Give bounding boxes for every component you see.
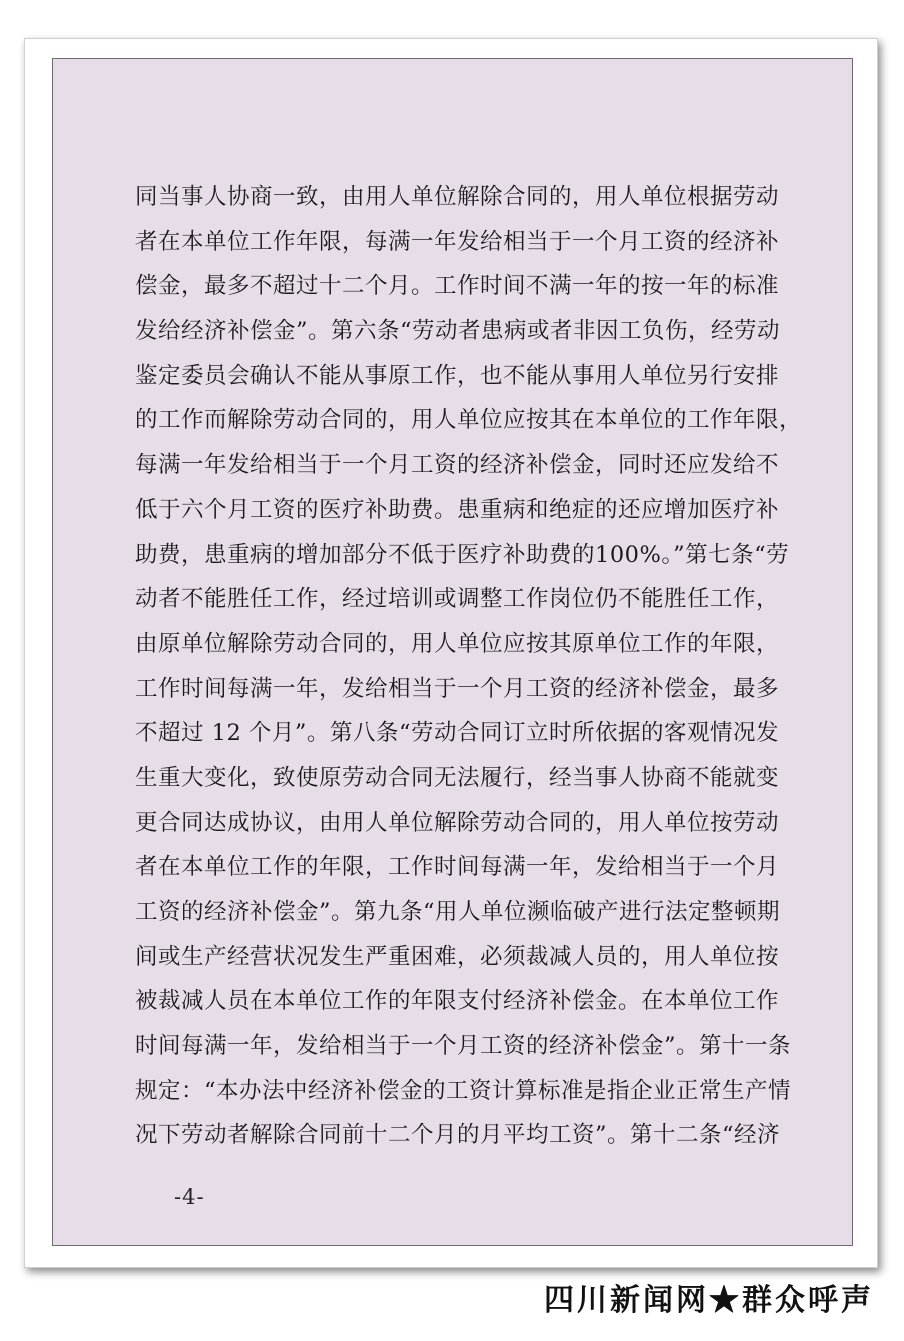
text-line: 者在本单位工作年限，每满一年发给相当于一个月工资的经济补 (135, 228, 780, 255)
text-line: 况下劳动者解除合同前十二个月的月平均工资”。第十二条“经济 (135, 1122, 781, 1149)
text-line: 低于六个月工资的医疗补助费。患重病和绝症的还应增加医疗补 (135, 496, 780, 523)
text-line: 每满一年发给相当于一个月工资的经济补偿金，同时还应发给不 (135, 452, 780, 479)
document-body (135, 175, 825, 1158)
text-line: 更合同达成协议，由用人单位解除劳动合同的，用人单位按劳动 (135, 809, 780, 836)
text-line: 者在本单位工作的年限，工作时间每满一年，发给相当于一个月 (135, 854, 780, 881)
text-line: 时间每满一年，发给相当于一个月工资的经济补偿金”。第十一条 (135, 1033, 792, 1060)
text-line: 工资的经济补偿金”。第九条“用人单位濒临破产进行法定整顿期 (135, 899, 781, 925)
text-line: 规定：“本办法中经济补偿金的工资计算标准是指企业正常生产情 (135, 1077, 792, 1104)
text-line: 助费，患重病的增加部分不低于医疗补助费的100%。”第七条“劳 (135, 541, 790, 568)
document-page (52, 58, 853, 1246)
text-line: 由原单位解除劳动合同的，用人单位应按其原单位工作的年限， (135, 630, 780, 657)
text-line: 动者不能胜任工作，经过培训或调整工作岗位仍不能胜任工作， (135, 586, 780, 613)
text-line: 的工作而解除劳动合同的，用人单位应按其在本单位的工作年限， (135, 407, 803, 434)
text-line: 偿金，最多不超过十二个月。工作时间不满一年的按一年的标准 (135, 273, 780, 300)
page-number: -4- (174, 1185, 205, 1209)
text-line: 工作时间每满一年，发给相当于一个月工资的经济补偿金，最多 (135, 675, 780, 702)
text-line: 同当事人协商一致，由用人单位解除合同的，用人单位根据劳动 (135, 184, 780, 210)
text-line: 生重大变化，致使原劳动合同无法履行，经当事人协商不能就变 (135, 764, 780, 791)
text-line: 不超过 12 个月”。第八条“劳动合同订立时所依据的客观情况发 (135, 720, 779, 747)
text-line: 鉴定委员会确认不能从事原工作，也不能从事用人单位另行安排 (135, 362, 780, 389)
text-line: 发给经济补偿金”。第六条“劳动者患病或者非因工负伤，经劳动 (135, 318, 781, 345)
text-line: 被裁减人员在本单位工作的年限支付经济补偿金。在本单位工作 (135, 988, 780, 1015)
source-watermark: 四川新闻网★群众呼声 (544, 1283, 874, 1318)
text-line: 间或生产经营状况发生严重困难，必须裁减人员的，用人单位按 (135, 943, 780, 970)
